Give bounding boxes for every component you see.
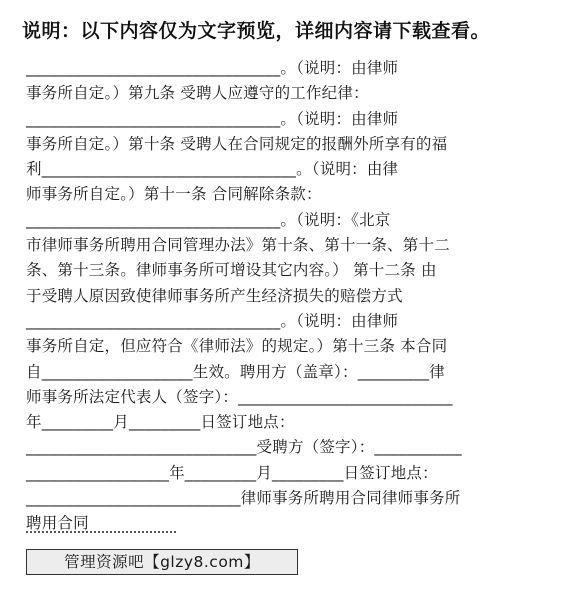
text-line: __________________年_________月_________日签订地点： [26, 463, 438, 482]
text-line: 聘用合同 [26, 514, 89, 533]
document-body [26, 56, 556, 537]
text-line: 事务所自定。）第九条 受聘人应遵守的工作纪律： [26, 84, 369, 103]
text-line: ________________________________。（说明：由律师 [26, 109, 399, 128]
text-line: 师事务所法定代表人（签字）：___________________________ [26, 387, 453, 406]
text-line: ________________________________。（说明：由律师 [26, 59, 399, 77]
text-line: 事务所自定。）第十条 受聘人在合同规定的报酬外所享有的福 [26, 134, 448, 153]
text-line: 利________________________________。（说明：由律 [26, 160, 399, 179]
text-line: 年_________月_________日签订地点： [26, 413, 295, 432]
text-line: ___________________________律师事务所聘用合同律师事务所 [26, 489, 461, 508]
text-line: 于受聘人原因致使律师事务所产生经济损失的赔偿方式 [26, 286, 403, 305]
text-line: 事务所自定，但应符合《律师法》的规定。）第十三条 本合同 [26, 337, 448, 356]
text-line: ________________________________。（说明：《北京 [26, 210, 391, 229]
source-link-button[interactable]: 管理资源吧【glzy8.com】 [26, 549, 298, 575]
text-line: 师事务所自定。）第十一条 合同解除条款： [26, 185, 322, 204]
dotted-divider [26, 531, 176, 533]
text-line: 自___________________生效。聘用方（盖章）：_________律 [26, 362, 445, 381]
text-line: ________________________________。（说明：由律师 [26, 311, 399, 330]
text-line: _____________________________受聘方（签字）：___________ [26, 438, 462, 457]
text-line: 市律师事务所聘用合同管理办法》第十条、第十一条、第十二 [26, 236, 450, 255]
text-line: 条、第十三条。律师事务所可增设其它内容。） 第十二条 由 [26, 261, 437, 280]
preview-notice: 说明：以下内容仅为文字预览，详细内容请下载查看。 [22, 20, 491, 42]
